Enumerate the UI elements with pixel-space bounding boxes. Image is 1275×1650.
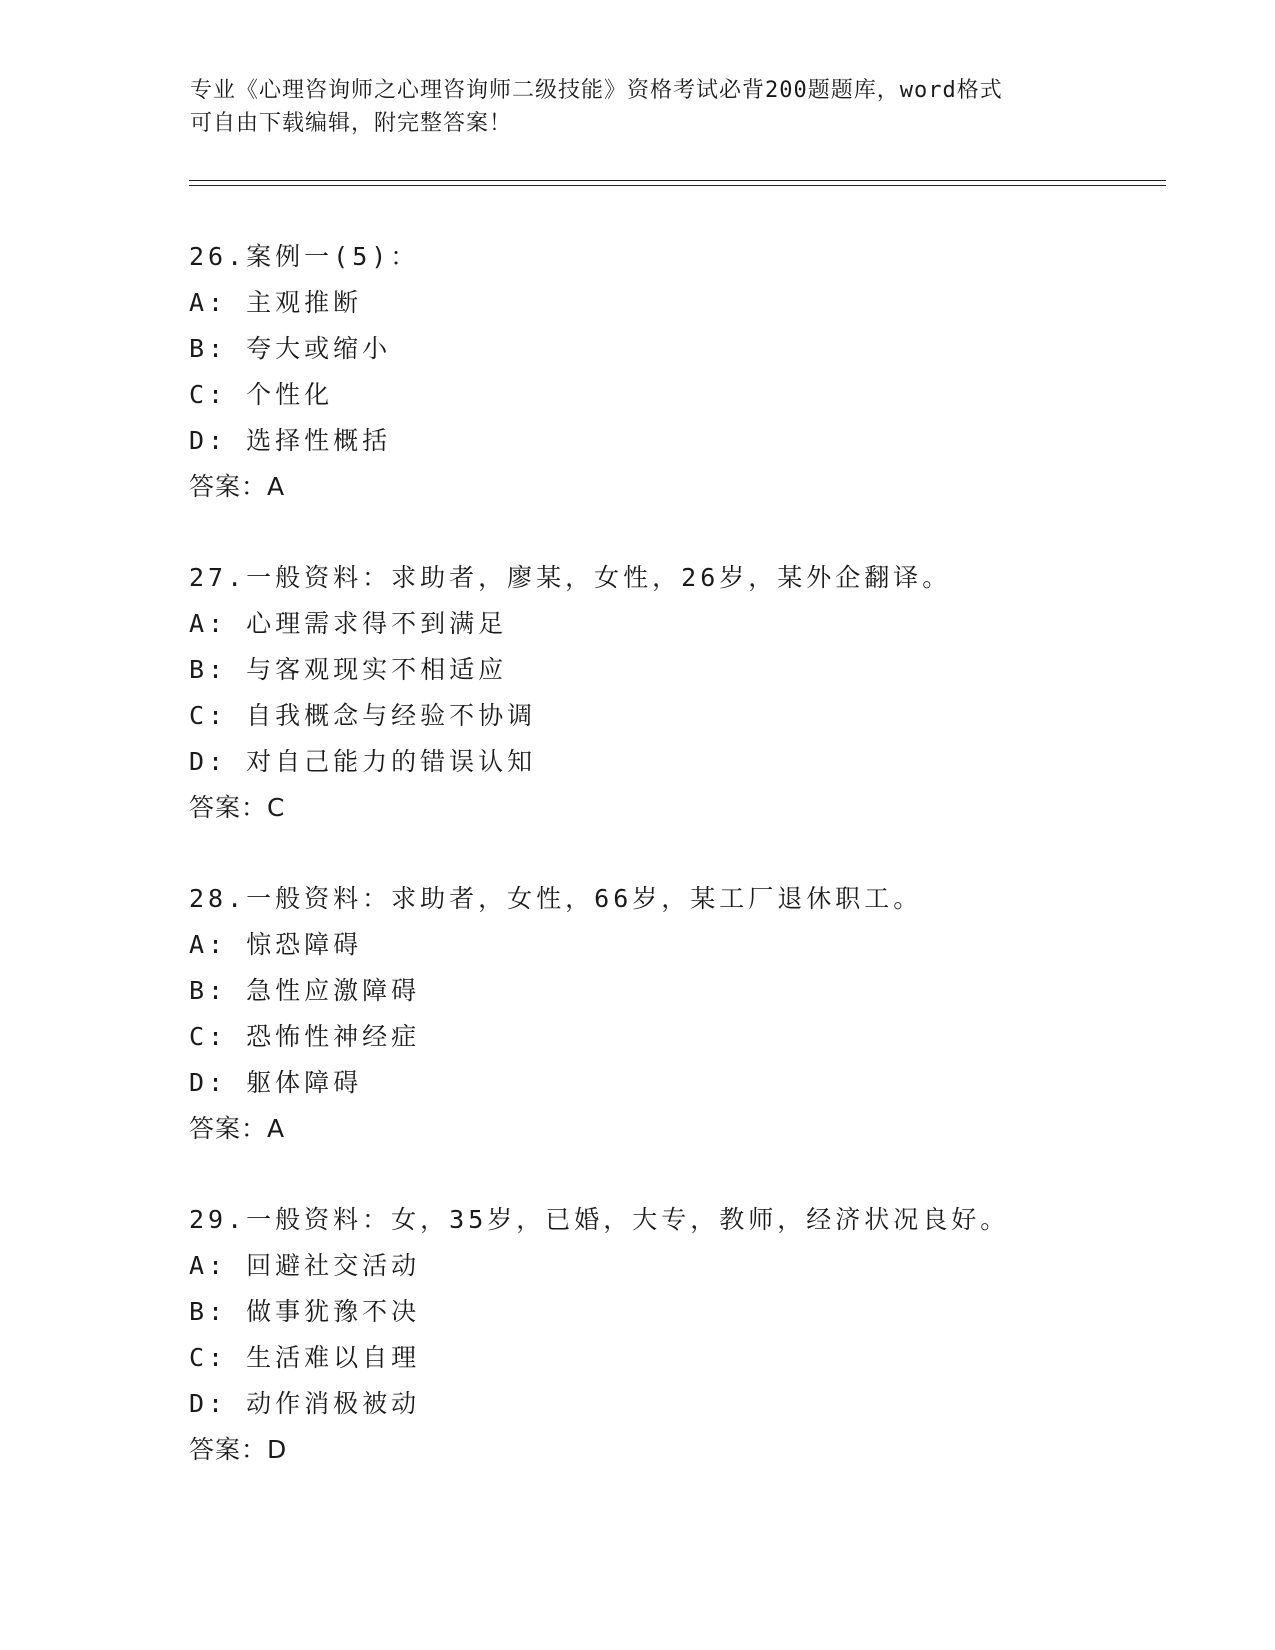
option-c: C: 生活难以自理 <box>189 1343 421 1372</box>
option-c: C: 自我概念与经验不协调 <box>189 701 537 730</box>
option-b: B: 与客观现实不相适应 <box>189 655 508 684</box>
header-line-1: 专业《心理咨询师之心理咨询师二级技能》资格考试必背200题题库，word格式 <box>190 78 1003 103</box>
question-26 <box>189 234 1149 555</box>
header-divider <box>189 180 1166 186</box>
answer-line: 答案：D <box>189 1435 288 1464</box>
question-stem: 27.一般资料：求助者，廖某，女性，26岁，某外企翻译。 <box>189 563 952 592</box>
question-stem: 28.一般资料：求助者，女性，66岁，某工厂退休职工。 <box>189 884 923 913</box>
question-28 <box>189 876 1149 1197</box>
option-c: C: 个性化 <box>189 380 334 409</box>
question-list <box>189 234 1149 1518</box>
option-a: A: 回避社交活动 <box>189 1251 421 1280</box>
answer-line: 答案：A <box>189 1114 286 1143</box>
header-line-2: 可自由下载编辑，附完整答案！ <box>190 111 513 136</box>
question-29 <box>189 1197 1149 1518</box>
question-27 <box>189 555 1149 876</box>
option-d: D: 躯体障碍 <box>189 1068 363 1097</box>
option-d: D: 对自己能力的错误认知 <box>189 747 537 776</box>
answer-line: 答案：A <box>189 472 286 501</box>
answer-line: 答案：C <box>189 793 286 822</box>
option-a: A: 心理需求得不到满足 <box>189 609 508 638</box>
option-b: B: 急性应激障碍 <box>189 976 421 1005</box>
option-a: A: 主观推断 <box>189 288 363 317</box>
option-b: B: 做事犹豫不决 <box>189 1297 421 1326</box>
option-b: B: 夸大或缩小 <box>189 334 392 363</box>
option-d: D: 选择性概括 <box>189 426 392 455</box>
document-header <box>190 74 1090 140</box>
option-a: A: 惊恐障碍 <box>189 930 363 959</box>
option-d: D: 动作消极被动 <box>189 1389 421 1418</box>
question-stem: 26.案例一(5)： <box>189 242 420 271</box>
question-stem: 29.一般资料：女，35岁，已婚，大专，教师，经济状况良好。 <box>189 1205 1010 1234</box>
option-c: C: 恐怖性神经症 <box>189 1022 421 1051</box>
